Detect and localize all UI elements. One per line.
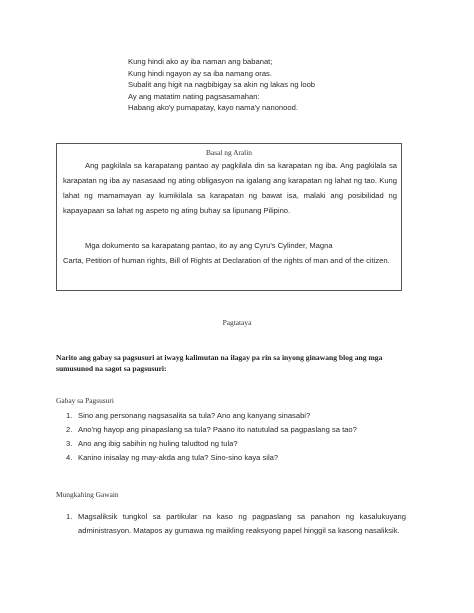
poem-line: Kung hindi ako ay iba naman ang babanat; <box>128 57 273 66</box>
lesson-paragraph-2-first: Mga dokumento sa karapatang pantao, ito ay ang Cyru's Cylinder, Magna <box>85 241 333 250</box>
list-number: 4. <box>66 453 73 462</box>
list-number: 1. <box>66 512 73 521</box>
list-item <box>66 452 400 463</box>
list-text: Kanino inisalay ng may-akda ang tula? Sino-sino kaya sila? <box>78 453 279 462</box>
list-number: 1. <box>66 411 73 420</box>
lesson-box-title: Basal ng Aralin <box>206 148 252 157</box>
list-text: Ano ang ibig sabihin ng huling taludtod ng tula? <box>78 439 238 448</box>
instruction-text: Narito ang gabay sa pagsusuri at iwayg kalimutan na ilagay pa rin sa inyong ginawang blog ang mga sumusunod na sagot sa pagsusuri: <box>56 353 383 373</box>
lesson-paragraph-1: Ang pagkilala sa karapatang pantao ay pagkilala din sa karapatan ng iba. Ang pagkilala sa karapatan ng iba ay nasasaad ng ating obligasyon na igalang ang karapatan ng lahat ng tao. Kung lahat ng mamamayan ay kumikilala sa karapatan ng bawat isa, malaki ang posibilidad ng kapayapaan sa lahat ng aspeto ng ating buhay sa lipunang Pilipino. <box>63 161 397 215</box>
list-item <box>66 424 400 435</box>
activity-item <box>66 510 406 537</box>
section-title: Pagtataya <box>222 318 252 327</box>
list-number: 2. <box>66 425 73 434</box>
poem-line: Ay ang matatim nating pagsasamahan: <box>128 91 260 101</box>
subhead-guide: Gabay sa Pagsusuri <box>56 396 114 405</box>
poem-line: Habang ako'y pumapatay, kayo nama'y nanonood. <box>128 103 298 112</box>
poem-excerpt <box>128 56 428 114</box>
list-text: Magsaliksik tungkol sa partikular na kaso ng pagpaslang sa panahon ng kasalukuyang administrasyon. Matapos ay gumawa ng maikling reaksyong papel hinggil sa kasong nasaliksik. <box>78 512 406 535</box>
poem-line: Kung hindi ngayon ay sa iba namang oras. <box>128 68 272 78</box>
list-number: 3. <box>66 439 73 448</box>
list-item <box>66 438 400 449</box>
lesson-paragraph-2 <box>63 238 397 268</box>
list-text: Sino ang personang nagsasalita sa tula? Ano ang kanyang sinasabi? <box>78 411 311 420</box>
lesson-box <box>56 143 402 291</box>
list-text: Ano'ng hayop ang pinapaslang sa tula? Paano ito natutulad sa pagpaslang sa tao? <box>78 425 357 434</box>
list-item <box>66 410 400 421</box>
question-list <box>66 410 400 466</box>
subhead-activity: Mungkahing Gawain <box>56 490 119 499</box>
poem-line: Subalit ang higit na nagbibigay sa akin ng lakas ng loob <box>128 80 316 89</box>
lesson-paragraph-2-rest: Carta, Petition of human rights, Bill of Rights at Declaration of the rights of man and of the citizen. <box>63 256 390 265</box>
